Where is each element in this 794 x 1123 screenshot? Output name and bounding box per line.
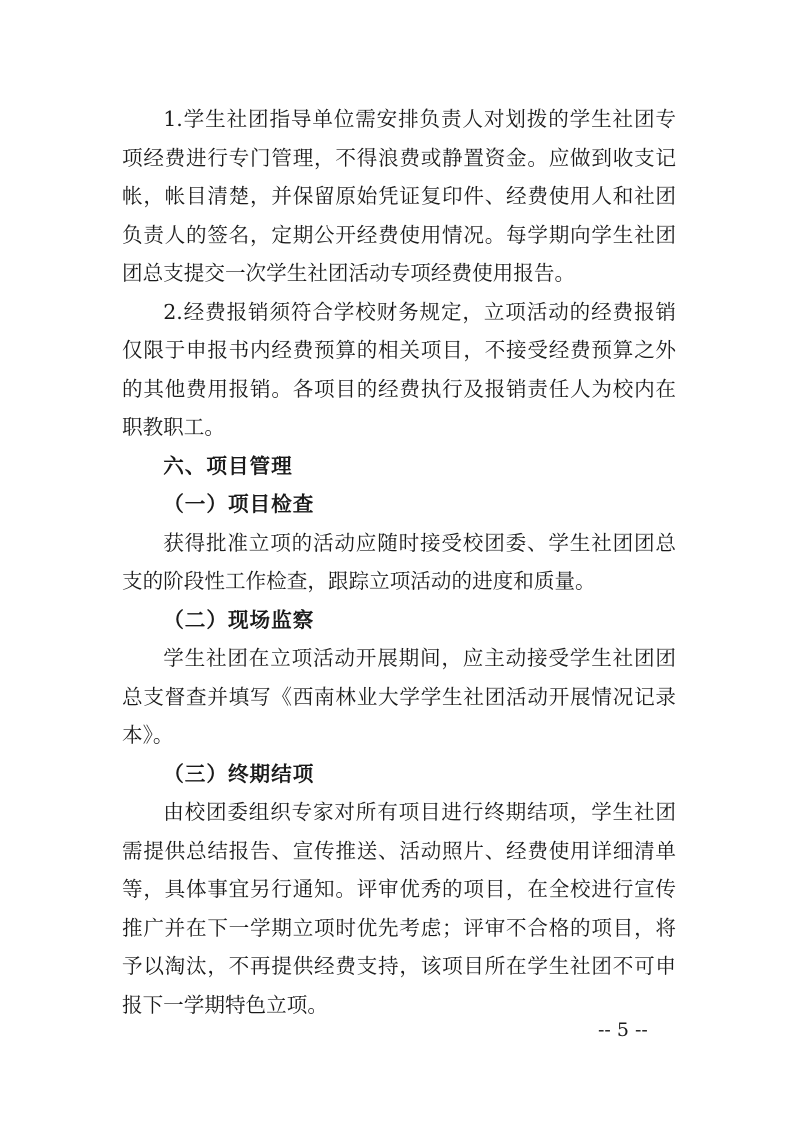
section-heading-project-management: 六、项目管理 [163, 453, 293, 478]
page-number: -- 5 -- [598, 1019, 648, 1041]
subheading-project-inspection: （一）项目检查 [163, 492, 315, 516]
subheading-onsite-supervision: （二）现场监察 [163, 607, 315, 632]
document-body [122, 100, 676, 1024]
subheading-final-completion: （三）终期结项 [163, 761, 315, 786]
final-completion-paragraph: 由校团委组织专家对所有项目进行终期结项，学生社团需提供总结报告、宣传推送、活动照片、经费使用详细清单等，具体事宜另行通知。评审优秀的项目，在全校进行宣传推广并在下一学期立项时优先考虑；评审不合格的项目，将予以淘汰，不再提供经费支持，该项目所在学生社团不可申报下一学期特色立项。 [122, 800, 676, 1017]
supervision-paragraph: 学生社团在立项活动开展期间，应主动接受学生社团团总支督查并填写《西南林业大学学生社团活动开展情况记录本》。 [122, 646, 676, 747]
funding-management-paragraph: 1.学生社团指导单位需安排负责人对划拨的学生社团专项经费进行专门管理，不得浪费或静置资金。应做到收支记帐，帐目清楚，并保留原始凭证复印件、经费使用人和社团负责人的签名，定期公开经费使用情况。每学期向学生社团团总支提交一次学生社团活动专项经费使用报告。 [122, 107, 676, 285]
reimbursement-paragraph: 2.经费报销须符合学校财务规定，立项活动的经费报销仅限于申报书内经费预算的相关项目，不接受经费预算之外的其他费用报销。各项目的经费执行及报销责任人为校内在职教职工。 [122, 299, 676, 439]
inspection-paragraph: 获得批准立项的活动应随时接受校团委、学生社团团总支的阶段性工作检查，跟踪立项活动的进度和质量。 [122, 530, 676, 593]
